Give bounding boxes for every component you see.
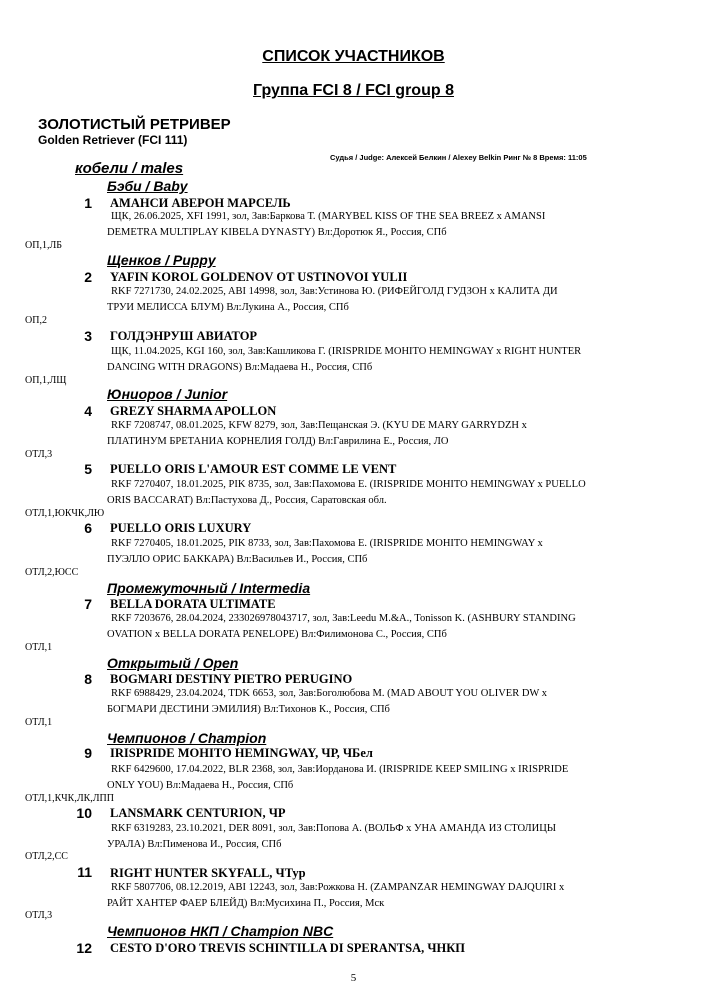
dog-name: RIGHT HUNTER SKYFALL, ЧТур bbox=[110, 866, 306, 880]
details-line-2: ORIS BACCARAT) Вл:Пастухова Д., Россия, Саратовская обл. bbox=[107, 495, 387, 506]
entry-result: ОТЛ,1,КЧК,ЛК,ЛПП bbox=[25, 793, 114, 804]
entry-result: ОТЛ,2,СС bbox=[25, 851, 68, 862]
details-line-1: ЩК, 26.06.2025, XFI 1991, зол, Зав:Баркова Т. (MARYBEL KISS OF THE SEA BREEZ x AMANSI bbox=[111, 211, 546, 222]
entry-result: ОТЛ,1 bbox=[25, 717, 53, 728]
page-number: 5 bbox=[350, 972, 357, 984]
details-line-2: DANCING WITH DRAGONS) Вл:Мадаева Н., Россия, СПб bbox=[107, 362, 373, 373]
dog-name: PUELLO ORIS L'AMOUR EST COMME LE VENT bbox=[110, 462, 397, 476]
class-heading-junior: Юниоров / Junior bbox=[107, 386, 228, 402]
details-line-1: RKF 7270407, 18.01.2025, PIK 8735, зол, Зав:Пахомова Е. (IRISPRIDE MOHITO HEMINGWAY x PUELLO bbox=[111, 479, 586, 490]
details-line-1: RKF 7208747, 08.01.2025, KFW 8279, зол, Зав:Пещанская Э. (KYU DE MARY GARRYDZH x bbox=[111, 420, 527, 431]
sex-heading: кобели / males bbox=[75, 160, 184, 177]
entry-result: ОТЛ,2,ЮСС bbox=[25, 567, 79, 578]
dog-details bbox=[107, 880, 647, 912]
entry-number: 6 bbox=[84, 520, 92, 536]
entry-result: ОП,2 bbox=[25, 315, 47, 326]
dog-details bbox=[107, 477, 647, 509]
entry-number: 4 bbox=[84, 403, 92, 419]
class-heading-open: Открытый / Open bbox=[107, 655, 239, 671]
dog-details bbox=[107, 611, 647, 643]
class-heading-champion-nbc: Чемпионов НКП / Champion NBC bbox=[107, 923, 334, 939]
entry-number: 7 bbox=[84, 596, 92, 612]
group-title: Группа FCI 8 / FCI group 8 bbox=[253, 82, 454, 99]
details-line-1: RKF 7271730, 24.02.2025, ABI 14998, зол, Зав:Устинова Ю. (РИФЕЙГОЛД ГУДЗОН x КАЛИТА ДИ bbox=[111, 286, 558, 297]
details-line-1: RKF 7203676, 28.04.2024, 233026978043717, зол, Зав:Leedu M.&A., Tonisson K. (ASHBURY STANDING bbox=[111, 613, 576, 624]
entry-result: ОП,1,ЛЩ bbox=[25, 375, 67, 386]
dog-details bbox=[107, 344, 647, 376]
dog-name: ГОЛДЭНРУШ АВИАТОР bbox=[110, 329, 258, 343]
dog-details bbox=[107, 284, 647, 316]
entry-result: ОТЛ,1 bbox=[25, 642, 53, 653]
details-line-2: DEMETRA MULTIPLAY KIBELA DYNASTY) Вл:Доротюк Я., Россия, СПб bbox=[107, 227, 447, 238]
dog-details bbox=[107, 762, 647, 794]
details-line-1: RKF 5807706, 08.12.2019, ABI 12243, зол, Зав:Рожкова Н. (ZAMPANZAR HEMINGWAY DAJQUIRI x bbox=[111, 882, 565, 893]
details-line-1: RKF 7270405, 18.01.2025, PIK 8733, зол, Зав:Пахомова Е. (IRISPRIDE MOHITO HEMINGWAY x bbox=[111, 538, 543, 549]
details-line-2: УРАЛА) Вл:Пименова И., Россия, СПб bbox=[107, 839, 282, 850]
entry-number: 11 bbox=[77, 864, 92, 880]
dog-name: PUELLO ORIS LUXURY bbox=[110, 521, 252, 535]
class-heading-puppy: Щенков / Puppy bbox=[107, 252, 216, 268]
breed-name-ru: ЗОЛОТИСТЫЙ РЕТРИВЕР bbox=[38, 116, 231, 133]
details-line-2: OVATION x BELLA DORATA PENELOPE) Вл:Филимонова С., Россия, СПб bbox=[107, 629, 447, 640]
details-line-2: ONLY YOU) Вл:Мадаева Н., Россия, СПб bbox=[107, 780, 294, 791]
entry-result: ОТЛ,3 bbox=[25, 449, 53, 460]
dog-name: АМАНСИ АВЕРОН МАРСЕЛЬ bbox=[110, 196, 291, 210]
entry-number: 5 bbox=[84, 461, 92, 477]
details-line-1: ЩК, 11.04.2025, KGI 160, зол, Зав:Кашликова Г. (IRISPRIDE MOHITO HEMINGWAY x RIGHT HUNTER bbox=[111, 346, 582, 357]
entry-number: 1 bbox=[84, 195, 92, 211]
class-heading-intermedia: Промежуточный / Intermedia bbox=[107, 580, 311, 596]
dog-name: GREZY SHARMA APOLLON bbox=[110, 404, 277, 418]
dog-details bbox=[107, 536, 647, 568]
dog-name: IRISPRIDE MOHITO HEMINGWAY, ЧР, ЧБел bbox=[110, 746, 373, 760]
dog-name: CESTO D'ORO TREVIS SCHINTILLA DI SPERANTSA, ЧНКП bbox=[110, 941, 466, 955]
details-line-2: ТРУИ МЕЛИССА БЛУМ) Вл:Лукина А., Россия, СПб bbox=[107, 302, 349, 313]
judge-info: Судья / Judge: Алексей Белкин / Alexey Belkin Ринг № 8 Время: 11:05 bbox=[330, 153, 587, 162]
breed-name-en: Golden Retriever (FCI 111) bbox=[38, 133, 188, 147]
details-line-2: РАЙТ ХАНТЕР ФАЕР БЛЕЙД) Вл:Мусихина П., Россия, Мск bbox=[107, 898, 385, 909]
entry-number: 12 bbox=[76, 940, 92, 956]
dog-name: YAFIN KOROL GOLDENOV OT USTINOVOI YULII bbox=[110, 270, 408, 284]
dog-name: BELLA DORATA ULTIMATE bbox=[110, 597, 276, 611]
entry-number: 3 bbox=[84, 328, 92, 344]
page-title: СПИСОК УЧАСТНИКОВ bbox=[262, 48, 445, 65]
details-line-2: ПУЭЛЛО ОРИС БАККАРА) Вл:Васильев И., Россия, СПб bbox=[107, 554, 368, 565]
dog-name: BOGMARI DESTINY PIETRO PERUGINO bbox=[110, 672, 353, 686]
details-line-1: RKF 6988429, 23.04.2024, TDK 6653, зол, Зав:Боголюбова М. (MAD ABOUT YOU OLIVER DW x bbox=[111, 688, 548, 699]
dog-details bbox=[107, 821, 647, 853]
entry-result: ОП,1,ЛБ bbox=[25, 240, 62, 251]
entry-result: ОТЛ,3 bbox=[25, 910, 53, 921]
dog-name: LANSMARK CENTURION, ЧР bbox=[110, 806, 286, 820]
entry-number: 2 bbox=[84, 269, 92, 285]
entry-result: ОТЛ,1,ЮКЧК,ЛЮ bbox=[25, 508, 105, 519]
dog-details bbox=[107, 209, 647, 241]
class-heading-champion: Чемпионов / Champion bbox=[107, 730, 267, 746]
details-line-2: БОГМАРИ ДЕСТИНИ ЭМИЛИЯ) Вл:Тихонов К., Россия, СПб bbox=[107, 704, 390, 715]
dog-details bbox=[107, 418, 647, 450]
entry-number: 10 bbox=[76, 805, 92, 821]
details-line-2: ПЛАТИНУМ БРЕТАНИА КОРНЕЛИЯ ГОЛД) Вл:Гаврилина Е., Россия, ЛО bbox=[107, 436, 449, 447]
dog-details bbox=[107, 686, 647, 718]
entry-number: 8 bbox=[84, 671, 92, 687]
details-line-1: RKF 6319283, 23.10.2021, DER 8091, зол, Зав:Попова А. (ВОЛЬФ x УНА АМАНДА ИЗ СТОЛИЦЫ bbox=[111, 823, 556, 834]
entry-number: 9 bbox=[84, 745, 92, 761]
details-line-1: RKF 6429600, 17.04.2022, BLR 2368, зол, Зав:Иорданова И. (IRISPRIDE KEEP SMILING x IRISPRIDE bbox=[111, 764, 569, 775]
class-heading-baby: Бэби / Baby bbox=[107, 178, 188, 194]
